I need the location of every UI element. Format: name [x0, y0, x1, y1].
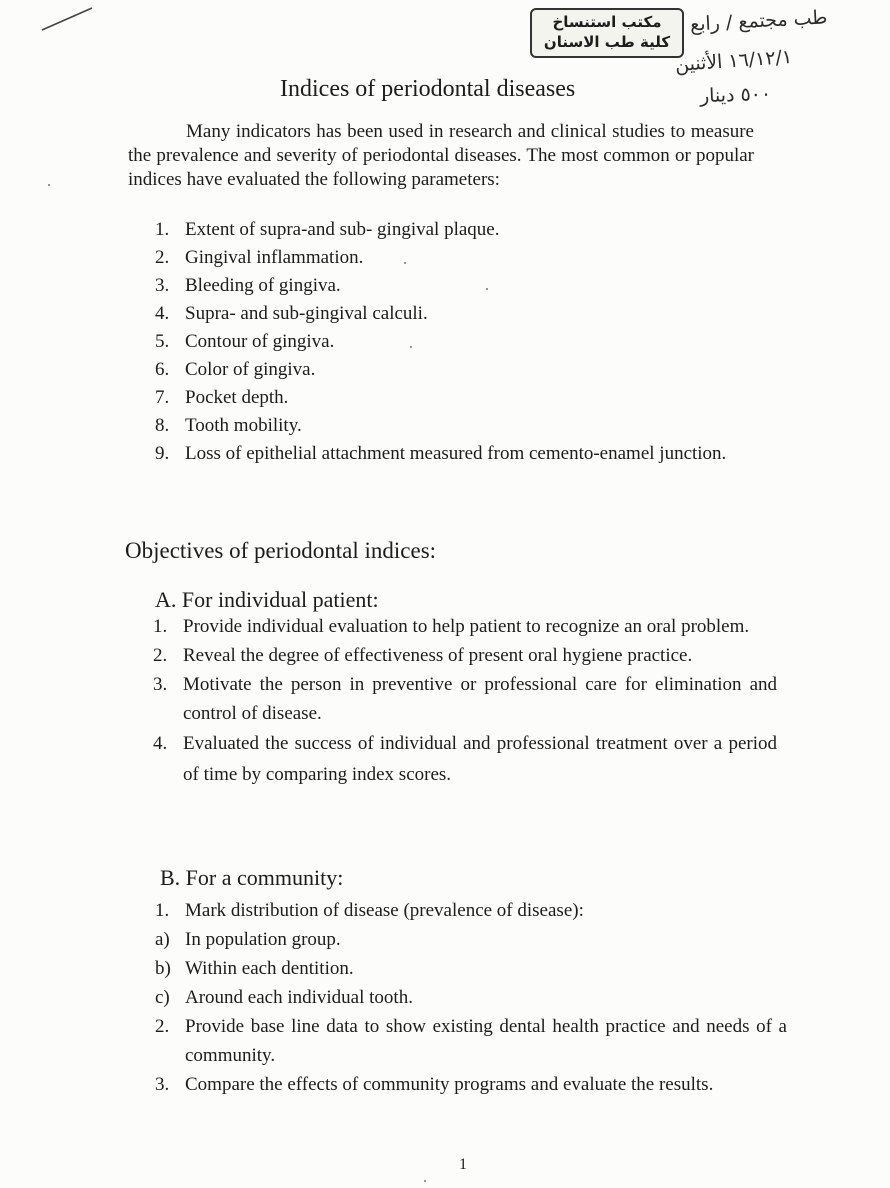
list-item	[153, 670, 777, 728]
list-item	[155, 384, 767, 412]
item-text: Compare the effects of community programs and evaluate the results.	[185, 1074, 714, 1095]
page-title: Indices of periodontal diseases	[280, 76, 576, 102]
item-number: 3.	[155, 1074, 170, 1095]
item-text: Within each dentition.	[185, 958, 354, 979]
objectives-heading: Objectives of periodontal indices:	[125, 538, 437, 563]
individual-objectives-list	[153, 612, 777, 790]
item-text: Loss of epithelial attachment measured from cemento-enamel junction.	[185, 443, 727, 464]
list-item	[155, 216, 767, 244]
list-item	[153, 612, 777, 641]
item-number: 8.	[155, 415, 170, 436]
item-text: Gingival inflammation.	[185, 247, 364, 268]
item-number: 3.	[153, 674, 168, 695]
item-number: c)	[155, 987, 170, 1008]
list-item	[153, 641, 777, 670]
item-text: Tooth mobility.	[185, 415, 302, 436]
stamp-line-2: كلية طب الاسنان	[543, 33, 671, 51]
handwritten-note-course: طب مجتمع / رابع	[689, 6, 828, 36]
parameters-list	[155, 216, 767, 468]
item-text: Provide base line data to show existing dental health practice and needs of a community.	[185, 1016, 787, 1066]
item-number: 4.	[155, 303, 170, 324]
intro-paragraph: Many indicators has been used in research and clinical studies to measure the prevalence and severity of periodontal diseases. The most common or popular indices have evaluated the following parameters:	[128, 121, 754, 190]
list-item	[155, 896, 787, 925]
handwritten-note-date: ١٦/١٢/١ الأثنين	[674, 45, 793, 77]
community-subheading: B. For a community:	[160, 865, 344, 890]
page-number: 1	[459, 1156, 467, 1173]
print-shop-stamp	[530, 8, 684, 58]
item-number: b)	[155, 958, 171, 979]
item-number: 7.	[155, 387, 170, 408]
community-objectives-list	[155, 896, 787, 1099]
list-item	[155, 1012, 787, 1070]
item-number: 2.	[153, 645, 168, 666]
item-number: 2.	[155, 247, 170, 268]
list-item	[155, 1070, 787, 1099]
individual-subheading: A. For individual patient:	[155, 587, 379, 612]
item-text: Color of gingiva.	[185, 359, 316, 380]
item-number: 6.	[155, 359, 170, 380]
item-text: Motivate the person in preventive or professional care for elimination and control of disease.	[183, 674, 777, 724]
list-item	[155, 356, 767, 384]
item-text: Around each individual tooth.	[185, 987, 413, 1008]
list-item	[155, 983, 787, 1012]
scan-speck	[486, 288, 488, 290]
item-number: 1.	[155, 900, 170, 921]
item-number: 1.	[155, 219, 170, 240]
list-item	[155, 300, 767, 328]
item-text: Bleeding of gingiva.	[185, 275, 341, 296]
item-text: Contour of gingiva.	[185, 331, 335, 352]
list-item	[155, 412, 767, 440]
item-number: 1.	[153, 616, 168, 637]
item-text: Pocket depth.	[185, 387, 289, 408]
pen-stroke-mark	[38, 4, 98, 36]
list-item	[155, 440, 767, 468]
list-item	[155, 954, 787, 983]
list-item	[153, 728, 777, 790]
item-number: 5.	[155, 331, 170, 352]
item-text: Evaluated the success of individual and professional treatment over a period of time by comparing index scores.	[183, 733, 777, 785]
list-item	[155, 328, 767, 356]
item-text: Reveal the degree of effectiveness of present oral hygiene practice.	[183, 645, 693, 666]
scan-speck	[404, 262, 406, 264]
handwritten-note-price: ٥٠٠ دينار	[699, 82, 772, 108]
item-number: 2.	[155, 1016, 170, 1037]
item-text: Mark distribution of disease (prevalence of disease):	[185, 900, 584, 921]
item-number: 9.	[155, 443, 170, 464]
item-text: Supra- and sub-gingival calculi.	[185, 303, 428, 324]
list-item	[155, 272, 767, 300]
item-text: Extent of supra-and sub- gingival plaque.	[185, 219, 500, 240]
stamp-line-1: مكتب استنساخ	[552, 13, 662, 31]
scan-speck	[410, 346, 412, 348]
item-text: In population group.	[185, 929, 341, 950]
item-number: 3.	[155, 275, 170, 296]
item-text: Provide individual evaluation to help patient to recognize an oral problem.	[183, 616, 750, 637]
scan-speck	[424, 1180, 426, 1182]
item-number: a)	[155, 929, 170, 950]
list-item	[155, 244, 767, 272]
list-item	[155, 925, 787, 954]
item-number: 4.	[153, 733, 168, 754]
scan-speck	[48, 184, 50, 186]
